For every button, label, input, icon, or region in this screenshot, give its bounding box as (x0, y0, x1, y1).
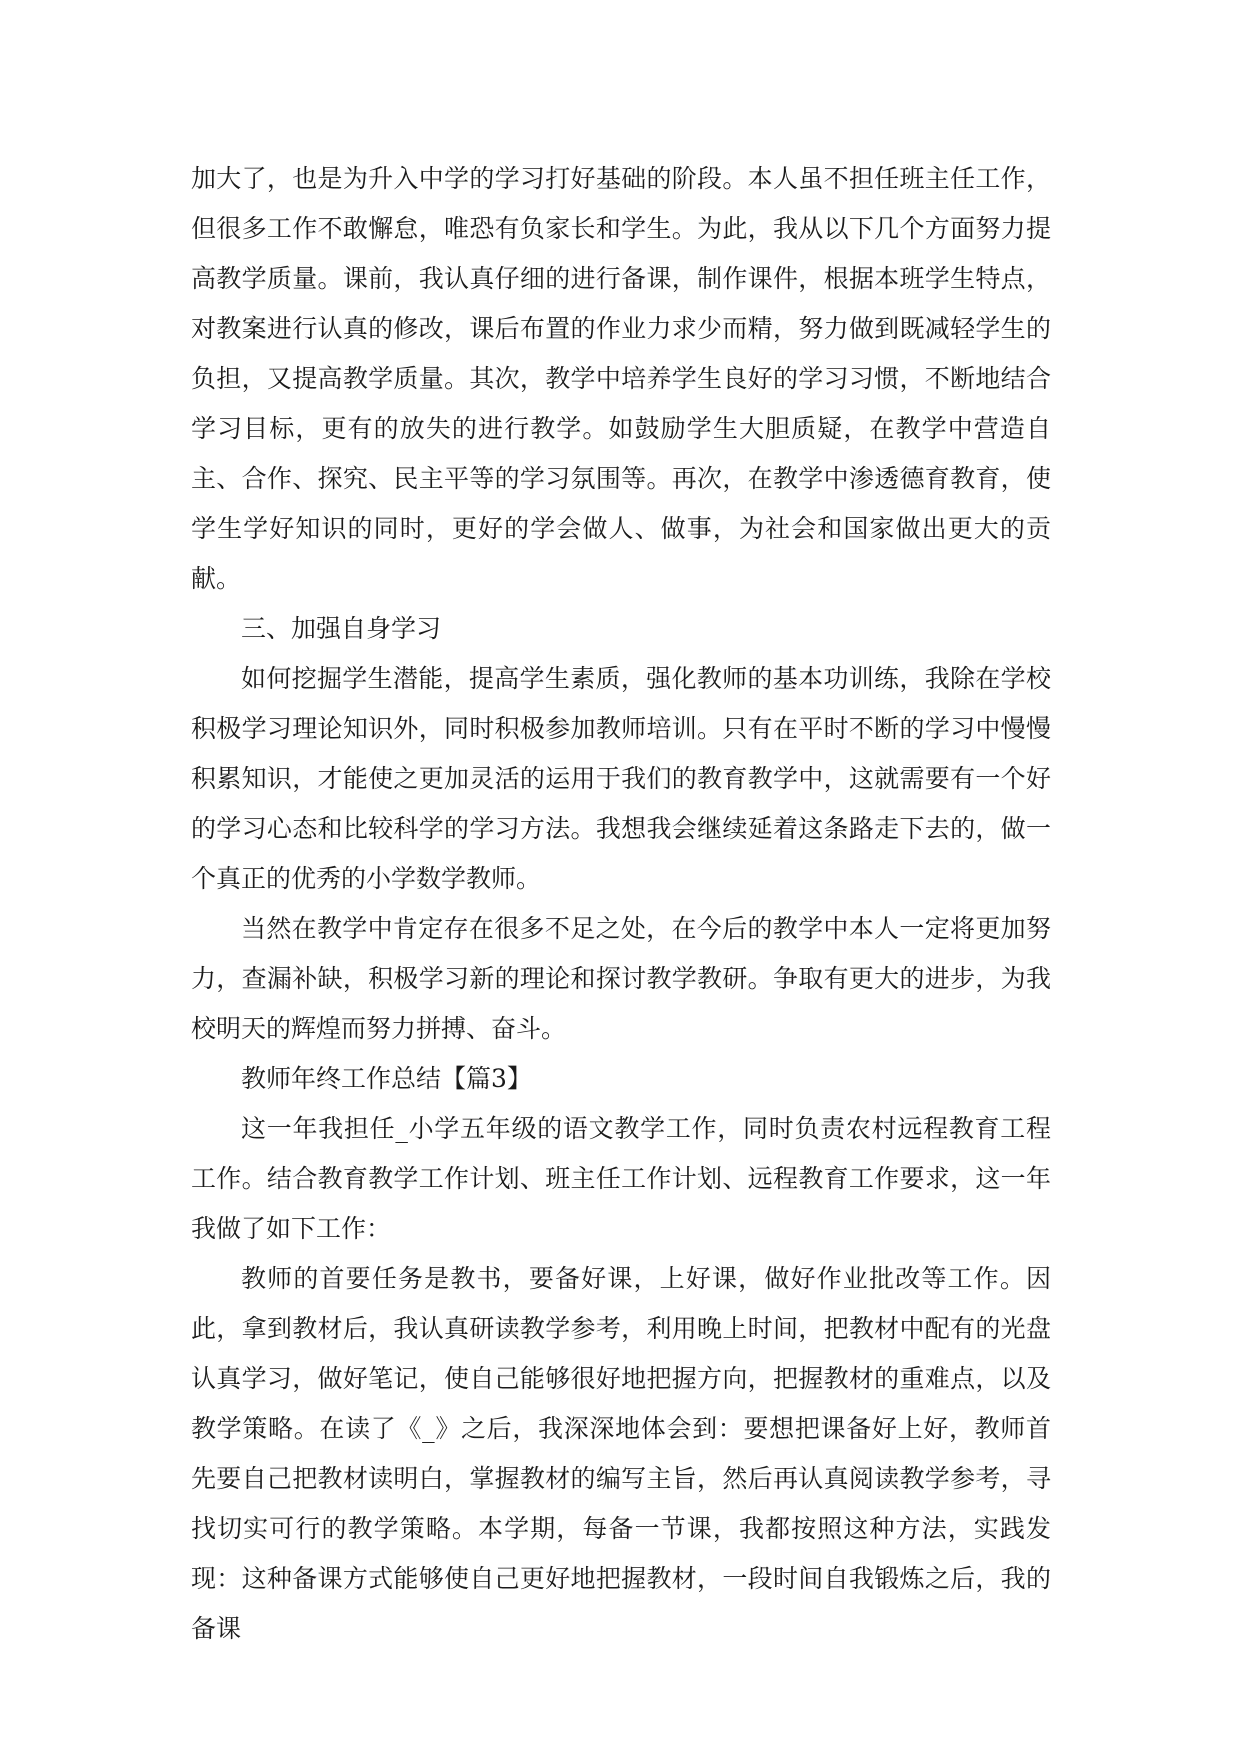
paragraph-conclusion: 当然在教学中肯定存在很多不足之处，在今后的教学中本人一定将更加努力，查漏补缺，积极学习新的理论和探讨教学教研。争取有更大的进步，为我校明天的辉煌而努力拼搏、奋斗。 (191, 914, 1051, 1043)
document-page (191, 154, 1051, 1654)
paragraph-continuation: 加大了，也是为升入中学的学习打好基础的阶段。本人虽不担任班主任工作，但很多工作不敢懈怠，唯恐有负家长和学生。为此，我从以下几个方面努力提高教学质量。课前，我认真仔细的进行备课，制作课件，根据本班学生特点，对教案进行认真的修改，课后布置的作业力求少而精，努力做到既减轻学生的负担，又提高教学质量。其次，教学中培养学生良好的学习习惯，不断地结合学习目标，更有的放失的进行教学。如鼓励学生大胆质疑，在教学中营造自主、合作、探究、民主平等的学习氛围等。再次，在教学中渗透德育教育，使学生学好知识的同时，更好的学会做人、做事，为社会和国家做出更大的贡献。 (191, 164, 1051, 593)
paragraph-intro-part3: 这一年我担任_小学五年级的语文教学工作，同时负责农村远程教育工程工作。结合教育教学工作计划、班主任工作计划、远程教育工作要求，这一年我做了如下工作： (191, 1114, 1051, 1243)
paragraph-lesson-prep: 教师的首要任务是教书，要备好课，上好课，做好作业批改等工作。因此，拿到教材后，我认真研读教学参考，利用晚上时间，把教材中配有的光盘认真学习，做好笔记，使自己能够很好地把握方向，把握教材的重难点，以及教学策略。在读了《_》之后，我深深地体会到：要想把课备好上好，教师首先要自己把教材读明白，掌握教材的编写主旨，然后再认真阅读教学参考，寻找切实可行的教学策略。本学期，每备一节课，我都按照这种方法，实践发现：这种备课方式能够使自己更好地把握教材，一段时间自我锻炼之后，我的备课 (191, 1264, 1051, 1643)
paragraph-self-study: 如何挖掘学生潜能，提高学生素质，强化教师的基本功训练，我除在学校积极学习理论知识外，同时积极参加教师培训。只有在平时不断的学习中慢慢积累知识，才能使之更加灵活的运用于我们的教育教学中，这就需要有一个好的学习心态和比较科学的学习方法。我想我会继续延着这条路走下去的，做一个真正的优秀的小学数学教师。 (191, 664, 1051, 893)
section-heading-self-study: 三、加强自身学习 (241, 614, 442, 643)
article-heading-part3: 教师年终工作总结【篇3】 (241, 1064, 532, 1093)
